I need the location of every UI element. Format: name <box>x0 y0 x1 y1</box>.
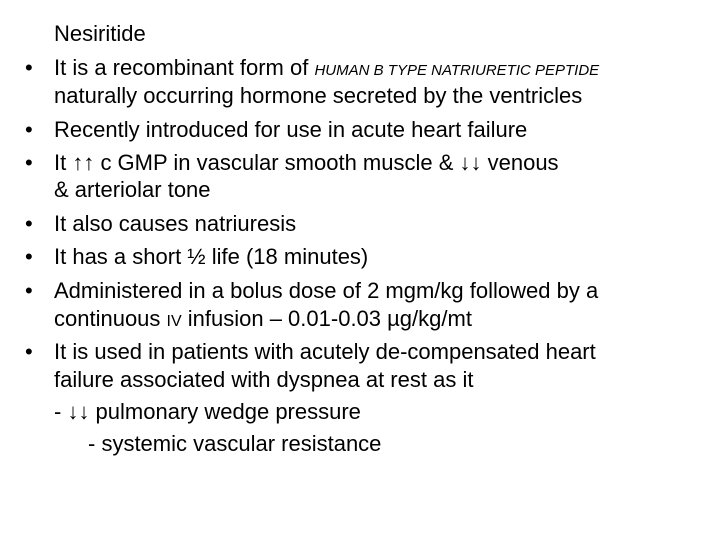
bullet-marker: • <box>25 339 33 364</box>
bullet-1-text: It is a recombinant form of <box>54 55 315 80</box>
slide-heading: Nesiritide <box>54 21 146 46</box>
bullet-marker: • <box>25 117 33 142</box>
bullet-3-line-2: & arteriolar tone <box>54 177 211 202</box>
bullet-7-line-1: It is used in patients with acutely de-compensated heart <box>54 339 596 364</box>
bullet-3-line-1: It ↑↑ c GMP in vascular smooth muscle & ↓↓ venous <box>54 150 559 175</box>
bullet-marker: • <box>25 55 33 80</box>
bullet-marker: • <box>25 244 33 269</box>
bullet-4-line-1: It also causes natriuresis <box>54 211 297 236</box>
bullet-marker: • <box>25 211 33 236</box>
bullet-6-iv: IV <box>166 313 182 330</box>
sub-item-2: - systemic vascular resistance <box>88 431 382 456</box>
bullet-2-line-1: Recently introduced for use in acute heart failure <box>54 117 528 142</box>
bullet-6-text-a: continuous <box>54 306 167 331</box>
bullet-1-line-2: naturally occurring hormone secreted by the ventricles <box>54 83 583 108</box>
sub-item-1: - ↓↓ pulmonary wedge pressure <box>54 399 361 424</box>
bullet-6-line-2 <box>54 305 472 336</box>
bullet-1-italic-term: HUMAN B TYPE NATRIURETIC PEPTIDE <box>314 62 600 79</box>
bullet-7-line-2: failure associated with dyspnea at rest as it <box>54 367 474 392</box>
bullet-5-line-1: It has a short ½ life (18 minutes) <box>54 244 369 269</box>
bullet-1-line-1 <box>54 54 599 85</box>
bullet-marker: • <box>25 278 33 303</box>
bullet-marker: • <box>25 150 33 175</box>
bullet-6-line-1: Administered in a bolus dose of 2 mgm/kg followed by a <box>54 278 599 303</box>
bullet-6-text-b: infusion – 0.01-0.03 µg/kg/mt <box>181 306 472 331</box>
